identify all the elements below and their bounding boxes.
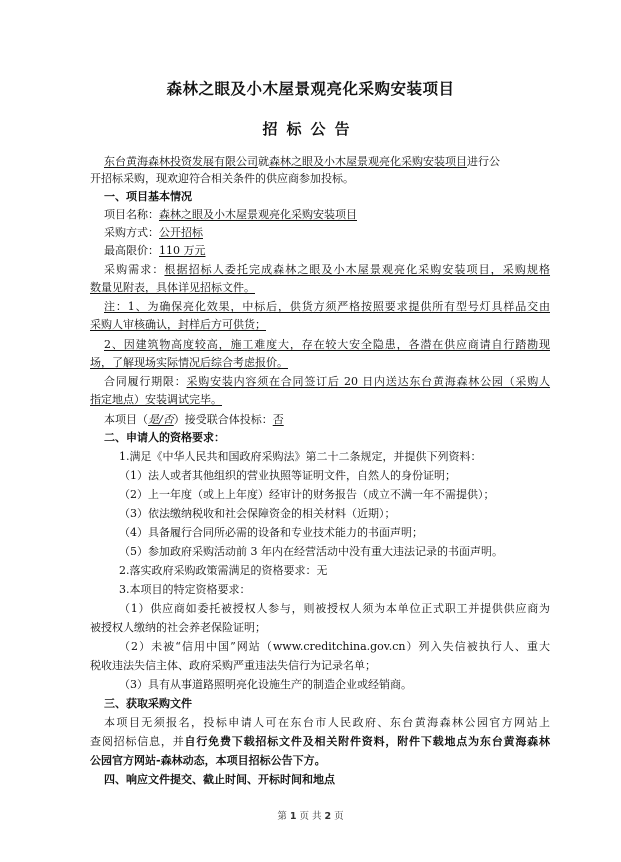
project-name-row: 项目名称：森林之眼及小木屋景观亮化采购安装项目	[104, 208, 357, 221]
obtain-docs-line-2: 查阅招标信息，并自行免费下载招标文件及相关附件资料，附件下载地点为东台黄海森林	[90, 735, 551, 748]
qualification-para-2: 2.落实政府采购政策需满足的资格要求：无	[119, 564, 328, 577]
section-4-heading: 四、响应文件提交、截止时间、开标时间和地点	[104, 773, 335, 786]
purchase-method-row: 采购方式：公开招标	[104, 226, 203, 239]
specific-req-2-line-1: （2）未被“信用中国”网站（www.creditchina.gov.cn）列入失信被执行人、重大	[119, 640, 550, 653]
note-1-line-2: 采购人审核确认，封样后方可供货；	[90, 318, 266, 331]
joint-bid-row: 本项目（是/否）接受联合体投标：否	[104, 413, 284, 426]
requirement-line-2: 数量见附表，具体详见招标文件。	[90, 281, 255, 294]
obtain-docs-line-3: 公园官方网站-森林动态，本项目招标公告下方。	[90, 754, 326, 767]
qualification-para-3: 3.本项目的特定资格要求：	[119, 583, 251, 596]
qualification-item-1: （1）法人或者其他组织的营业执照等证明文件，自然人的身份证明；	[119, 469, 456, 482]
requirement-line-1: 根据招标人委托完成森林之眼及小木屋景观亮化采购安装项目，采购规格	[164, 263, 551, 276]
intro-project-name: 森林之眼及小木屋景观亮化采购安装项目	[269, 155, 467, 168]
max-price-value: 110 万元	[159, 244, 206, 257]
purchaser-name: 东台黄海森林投资发展有限公司	[104, 155, 258, 168]
intro-line-1: 东台黄海森林投资发展有限公司就森林之眼及小木屋景观亮化采购安装项目进行公	[104, 155, 500, 168]
section-1-heading: 一、项目基本情况	[104, 190, 192, 203]
joint-bid-value: 否	[272, 413, 284, 426]
contract-period-line-2: 指定地点）安装调试完毕。	[90, 393, 222, 406]
total-page-count: 2	[324, 811, 332, 822]
current-page-number: 1	[289, 811, 297, 822]
document-subtitle: 招标公告	[262, 120, 359, 138]
project-name-value: 森林之眼及小木屋景观亮化采购安装项目	[159, 208, 357, 221]
intro-line-2: 开招标采购，现欢迎符合相关条件的供应商参加投标。	[90, 172, 354, 185]
obtain-docs-line-1: 本项目无须报名，投标申请人可在东台市人民政府、东台黄海森林公园官方网站上	[104, 716, 550, 729]
qualification-item-2: （2）上一年度（或上上年度）经审计的财务报告（成立不满一年不需提供）；	[119, 488, 495, 501]
max-price-row: 最高限价：110 万元	[104, 244, 206, 257]
specific-req-1-line-2: 被授权人缴纳的社会养老保险证明；	[90, 621, 266, 634]
specific-req-2-line-2: 税收违法失信主体、政府采购严重违法失信行为记录名单；	[90, 659, 376, 672]
qualification-item-5: （5）参加政府采购活动前 3 年内在经营活动中没有重大违法记录的书面声明。	[119, 545, 503, 558]
specific-req-3: （3）具有从事道路照明亮化设施生产的制造企业或经销商。	[119, 678, 412, 691]
document-title: 森林之眼及小木屋景观亮化采购安装项目	[166, 80, 455, 98]
qualification-item-3: （3）依法缴纳税收和社会保障资金的相关材料（近期）；	[119, 507, 396, 520]
section-2-heading: 二、申请人的资格要求：	[104, 431, 225, 444]
download-instruction: 自行免费下载招标文件及相关附件资料，附件下载地点为东台黄海森林	[184, 735, 551, 748]
note-1-line-1: 注：1、为确保亮化效果，中标后，供货方须严格按照要求提供所有型号灯具样品交由	[104, 300, 550, 313]
qualification-item-4: （4）具备履行合同所必需的设备和专业技术能力的书面声明；	[119, 526, 423, 539]
qualification-para-1: 1.满足《中华人民共和国政府采购法》第二十二条规定，并提供下列资料：	[119, 450, 482, 463]
contract-period-row: 合同履行期限：采购安装内容须在合同签订后 20 日内送达东台黄海森林公园（采购人	[104, 375, 551, 388]
contract-period-line-1: 采购安装内容须在合同签订后 20 日内送达东台黄海森林公园（采购人	[186, 375, 551, 388]
section-3-heading: 三、获取采购文件	[104, 697, 192, 710]
specific-req-1-line-1: （1）供应商如委托被授权人参与，则被授权人须为本单位正式职工并提供供应商为	[119, 602, 550, 615]
purchase-method-value: 公开招标	[159, 226, 203, 239]
page-footer: 第 1 页 共 2 页	[277, 811, 344, 822]
note-2-line-1: 2、因建筑物高度较高，施工难度大，存在较大安全隐患，各潜在供应商请自行踏勘现	[104, 338, 550, 351]
note-2-line-2: 场，了解现场实际情况后综合考虑报价。	[90, 356, 288, 369]
requirement-row: 采购需求：根据招标人委托完成森林之眼及小木屋景观亮化采购安装项目，采购规格	[104, 263, 551, 276]
